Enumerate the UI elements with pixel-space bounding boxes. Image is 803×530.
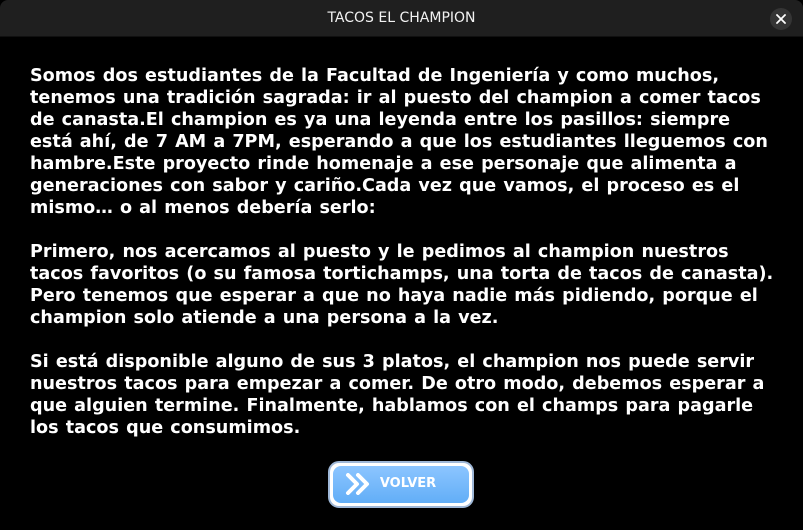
title-bar[interactable] — [0, 0, 803, 37]
paragraph-intro: Somos dos estudiantes de la Facultad de Ingeniería y como muchos, tenemos una tradición sagrada: ir al puesto del champion a comer tacos de canasta.El champion es ya una leyenda entre los pasillos: siempre está ahí, de 7 AM a 7PM, esperando a que los estudiantes lleguemos con hambre.Este proyecto rinde homenaje a ese personaje que alimenta a generaciones con sabor y cariño.Cada vez que vamos, el proceso es el mismo… o al menos debería serlo: — [30, 66, 768, 218]
paragraph-order: Primero, nos acercamos al puesto y le pedimos al champion nuestros tacos favoritos (o su famosa tortichamps, una torta de tacos de canasta). Pero tenemos que esperar a que no haya nadie más pidiendo, porque el champion solo atiende a una persona a la vez. — [30, 242, 774, 328]
paragraph-plates: Si está disponible alguno de sus 3 platos, el champion nos puede servir nuestros tacos para empezar a comer. De otro modo, debemos esperar a que alguien termine. Finalmente, hablamos con el champs para pagarle los tacos que consumimos. — [30, 352, 765, 438]
volver-button[interactable] — [328, 461, 474, 508]
double-chevron-right-icon — [345, 473, 371, 495]
window-title: TACOS EL CHAMPION — [327, 10, 476, 26]
volver-label: VOLVER — [379, 476, 437, 491]
volver-button-face — [333, 466, 469, 503]
close-button[interactable] — [770, 8, 792, 30]
description-text — [30, 65, 775, 439]
close-icon — [776, 14, 786, 24]
